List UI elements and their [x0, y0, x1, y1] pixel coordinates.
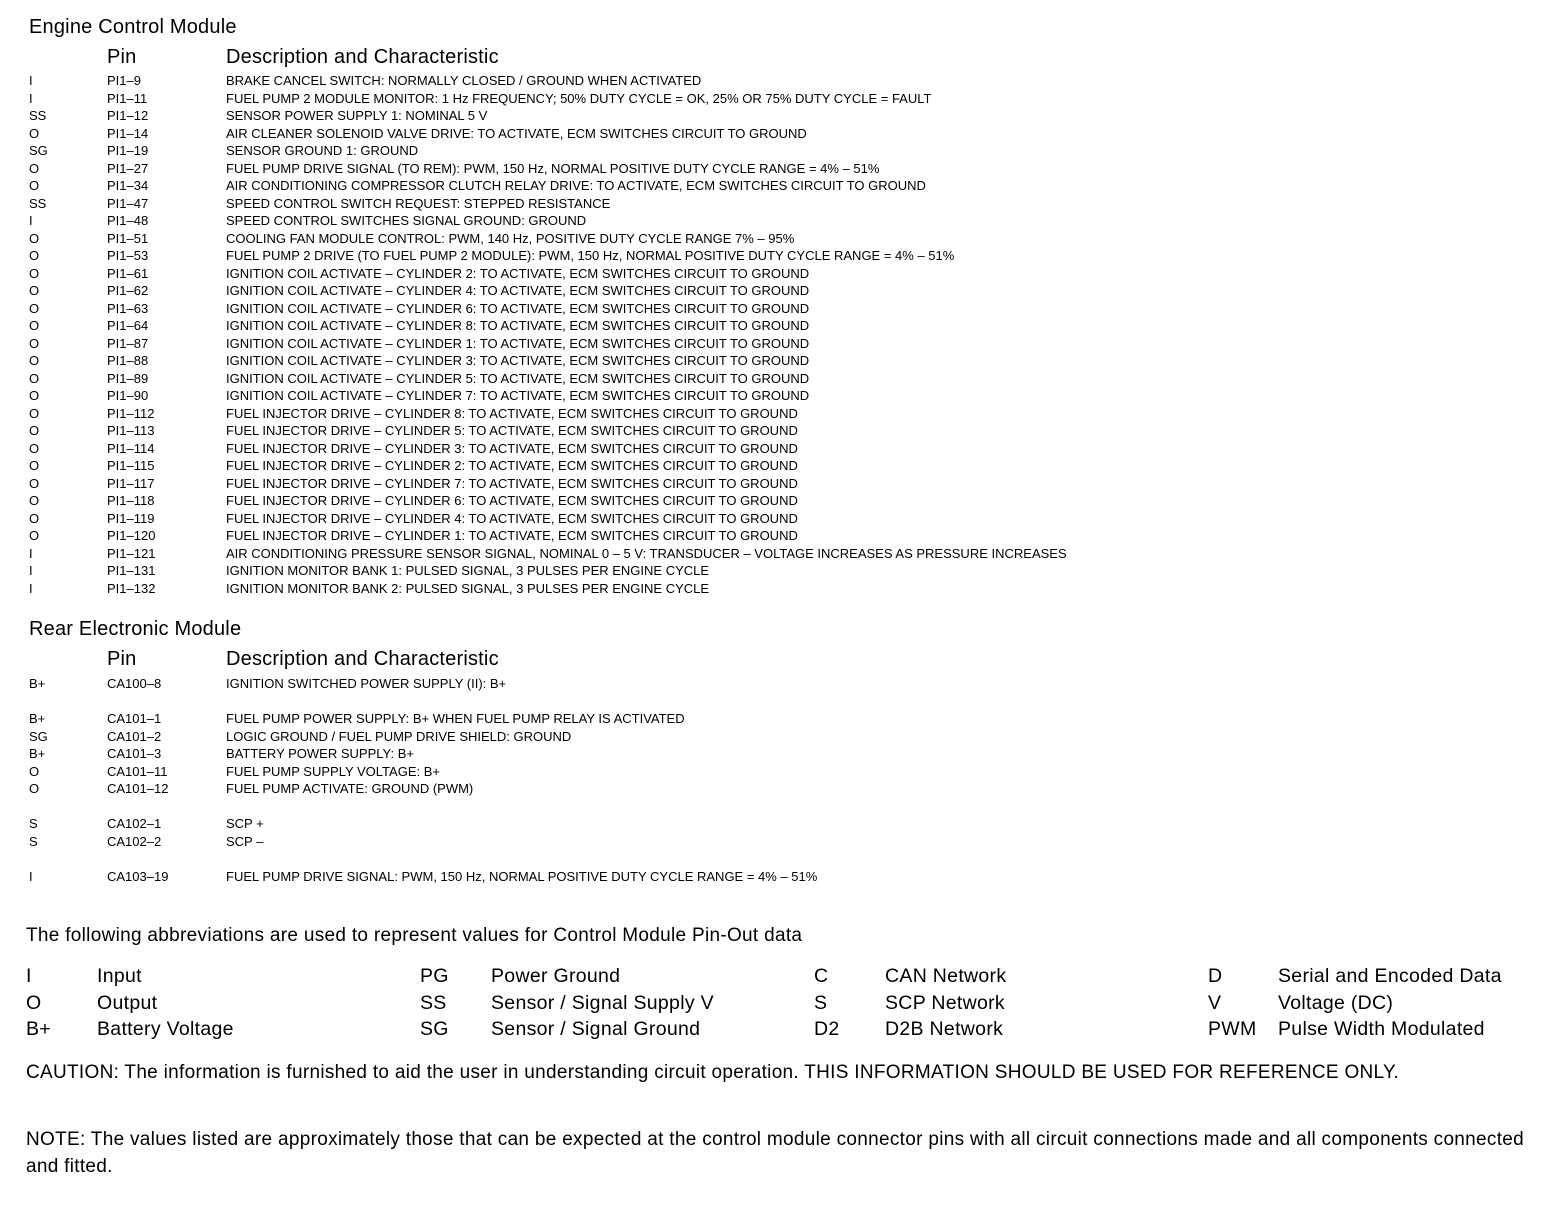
- pin-description: IGNITION MONITOR BANK 2: PULSED SIGNAL, 3 PULSES PER ENGINE CYCLE: [226, 580, 710, 596]
- pin-description: IGNITION COIL ACTIVATE – CYLINDER 7: TO ACTIVATE, ECM SWITCHES CIRCUIT TO GROUND: [226, 388, 810, 403]
- pin-description: IGNITION SWITCHED POWER SUPPLY (II): B+: [226, 676, 507, 691]
- pin-description: LOGIC GROUND / FUEL PUMP DRIVE SHIELD: GROUND: [226, 728, 572, 744]
- rem-pin-header: Pin: [107, 648, 137, 670]
- pin-description: FUEL PUMP DRIVE SIGNAL: PWM, 150 Hz, NORMAL POSITIVE DUTY CYCLE RANGE = 4% – 51%: [226, 868, 818, 884]
- table-row: [29, 675, 1529, 693]
- signal-type: O: [29, 248, 40, 263]
- pin-id: PI1–112: [107, 405, 155, 421]
- table-row: [29, 457, 1529, 475]
- abbreviation-meaning: Output: [97, 991, 158, 1014]
- signal-type: SG: [29, 728, 48, 744]
- pin-description: FUEL INJECTOR DRIVE – CYLINDER 6: TO ACTIVATE, ECM SWITCHES CIRCUIT TO GROUND: [226, 493, 798, 508]
- signal-type: SG: [29, 143, 48, 158]
- table-row: [29, 475, 1529, 493]
- pin-id: PI1–63: [107, 300, 149, 316]
- abbreviation-code: C: [814, 965, 829, 987]
- signal-type: I: [29, 545, 33, 561]
- pin-id: PI1–121: [107, 545, 156, 561]
- pin-description: AIR CONDITIONING PRESSURE SENSOR SIGNAL, NOMINAL 0 – 5 V: TRANSDUCER – VOLTAGE INCREASES AS PRESSURE INCREASES: [226, 545, 1067, 561]
- pin-description: IGNITION COIL ACTIVATE – CYLINDER 2: TO ACTIVATE, ECM SWITCHES CIRCUIT TO GROUND: [226, 265, 810, 281]
- table-row: [29, 562, 1529, 580]
- signal-type: B+: [29, 711, 46, 726]
- abbreviation-meaning: Sensor / Signal Supply V: [491, 991, 714, 1014]
- signal-type: O: [29, 230, 40, 246]
- pin-description: AIR CONDITIONING COMPRESSOR CLUTCH RELAY DRIVE: TO ACTIVATE, ECM SWITCHES CIRCUIT TO GROUND: [226, 178, 926, 193]
- pin-description: FUEL PUMP 2 MODULE MONITOR: 1 Hz FREQUENCY; 50% DUTY CYCLE = OK, 25% OR 75% DUTY CYCLE = FAULT: [226, 90, 932, 106]
- abbreviation-code: PG: [420, 965, 449, 987]
- pin-id: PI1–90: [107, 388, 149, 403]
- abbreviation-code: SG: [420, 1018, 449, 1040]
- table-row: [29, 545, 1529, 563]
- caution-text: CAUTION: The information is furnished to aid the user in understanding circuit operation. THIS INFORMATION SHOULD BE USED FOR REFERENCE ONLY.: [26, 1062, 1400, 1083]
- pin-id: PI1–87: [107, 335, 149, 351]
- pin-id: PI1–27: [107, 160, 149, 176]
- abbreviation-code: PWM: [1208, 1018, 1257, 1040]
- pin-description: FUEL PUMP SUPPLY VOLTAGE: B+: [226, 763, 440, 779]
- signal-type: O: [29, 178, 40, 193]
- pin-id: CA101–11: [107, 763, 168, 779]
- pin-description: SCP +: [226, 816, 264, 831]
- table-row: [29, 815, 1529, 833]
- signal-type: O: [29, 405, 40, 421]
- pin-description: SPEED CONTROL SWITCHES SIGNAL GROUND: GROUND: [226, 213, 587, 228]
- signal-type: O: [29, 528, 40, 543]
- abbreviation-code: B+: [26, 1018, 51, 1040]
- table-row: [29, 265, 1529, 283]
- signal-type: SS: [29, 195, 47, 211]
- signal-type: I: [29, 580, 33, 596]
- pin-id: PI1–9: [107, 73, 141, 88]
- rem-pin-table: [29, 675, 1529, 885]
- signal-type: SS: [29, 108, 47, 123]
- signal-type: O: [29, 510, 40, 526]
- pin-description: SPEED CONTROL SWITCH REQUEST: STEPPED RESISTANCE: [226, 195, 611, 211]
- table-row: [29, 387, 1529, 405]
- pin-id: PI1–113: [107, 423, 155, 438]
- rem-title: Rear Electronic Module: [29, 618, 242, 640]
- table-row: [29, 300, 1529, 318]
- abbreviation-meaning: SCP Network: [885, 991, 1005, 1014]
- rem-desc-header: Description and Characteristic: [226, 648, 499, 670]
- table-row: [29, 527, 1529, 545]
- abbreviation-code: V: [1208, 991, 1222, 1014]
- pin-description: BRAKE CANCEL SWITCH: NORMALLY CLOSED / GROUND WHEN ACTIVATED: [226, 73, 702, 88]
- pin-description: IGNITION MONITOR BANK 1: PULSED SIGNAL, 3 PULSES PER ENGINE CYCLE: [226, 563, 710, 578]
- pin-description: IGNITION COIL ACTIVATE – CYLINDER 8: TO ACTIVATE, ECM SWITCHES CIRCUIT TO GROUND: [226, 318, 810, 333]
- pin-description: FUEL INJECTOR DRIVE – CYLINDER 3: TO ACTIVATE, ECM SWITCHES CIRCUIT TO GROUND: [226, 440, 798, 456]
- pin-id: PI1–115: [107, 458, 155, 473]
- signal-type: O: [29, 458, 40, 473]
- pin-description: COOLING FAN MODULE CONTROL: PWM, 140 Hz, POSITIVE DUTY CYCLE RANGE 7% – 95%: [226, 230, 795, 246]
- pin-id: PI1–120: [107, 528, 156, 543]
- pin-id: CA102–1: [107, 816, 162, 831]
- abbreviation-row: [26, 963, 1546, 990]
- pin-id: PI1–51: [107, 230, 149, 246]
- table-row: [29, 833, 1529, 851]
- table-row: [29, 580, 1529, 598]
- pin-description: FUEL INJECTOR DRIVE – CYLINDER 4: TO ACTIVATE, ECM SWITCHES CIRCUIT TO GROUND: [226, 510, 798, 526]
- abbreviation-meaning: Power Ground: [491, 965, 621, 987]
- abbreviation-meaning: Battery Voltage: [97, 1018, 234, 1040]
- pin-id: PI1–131: [107, 563, 156, 578]
- table-row: [29, 780, 1529, 798]
- pin-description: IGNITION COIL ACTIVATE – CYLINDER 6: TO ACTIVATE, ECM SWITCHES CIRCUIT TO GROUND: [226, 300, 810, 316]
- pin-id: CA100–8: [107, 676, 162, 691]
- abbreviation-code: SS: [420, 991, 447, 1014]
- pin-description: AIR CLEANER SOLENOID VALVE DRIVE: TO ACTIVATE, ECM SWITCHES CIRCUIT TO GROUND: [226, 125, 807, 141]
- signal-type: O: [29, 318, 40, 333]
- signal-type: O: [29, 781, 40, 796]
- pin-description: SCP –: [226, 833, 264, 849]
- table-row: [29, 745, 1529, 763]
- abbreviation-row: [26, 990, 1546, 1017]
- abbreviation-meaning: Serial and Encoded Data: [1278, 965, 1502, 987]
- table-row: [29, 160, 1529, 178]
- pin-description: FUEL PUMP 2 DRIVE (TO FUEL PUMP 2 MODULE): PWM, 150 Hz, NORMAL POSITIVE DUTY CYCLE RANGE = 4% – 51%: [226, 248, 955, 263]
- table-row: [29, 195, 1529, 213]
- pin-id: PI1–118: [107, 493, 155, 508]
- abbreviation-row: [26, 1016, 1546, 1043]
- table-row: [29, 335, 1529, 353]
- pin-description: FUEL INJECTOR DRIVE – CYLINDER 2: TO ACTIVATE, ECM SWITCHES CIRCUIT TO GROUND: [226, 458, 798, 473]
- pin-id: PI1–47: [107, 195, 149, 211]
- pin-id: PI1–62: [107, 283, 149, 298]
- abbreviation-meaning: Voltage (DC): [1278, 991, 1394, 1014]
- signal-type: O: [29, 388, 40, 403]
- pin-description: BATTERY POWER SUPPLY: B+: [226, 746, 414, 761]
- signal-type: I: [29, 213, 33, 228]
- pin-id: PI1–64: [107, 318, 149, 333]
- pin-description: FUEL PUMP DRIVE SIGNAL (TO REM): PWM, 150 Hz, NORMAL POSITIVE DUTY CYCLE RANGE = 4% – 51%: [226, 160, 880, 176]
- pin-description: IGNITION COIL ACTIVATE – CYLINDER 4: TO ACTIVATE, ECM SWITCHES CIRCUIT TO GROUND: [226, 283, 810, 298]
- table-row: [29, 282, 1529, 300]
- signal-type: B+: [29, 746, 46, 761]
- ecm-pin-table: [29, 72, 1529, 597]
- signal-type: O: [29, 493, 40, 508]
- signal-type: O: [29, 265, 40, 281]
- table-row: [29, 125, 1529, 143]
- ecm-title: Engine Control Module: [29, 16, 237, 38]
- signal-type: I: [29, 73, 33, 88]
- pin-id: PI1–34: [107, 178, 149, 193]
- note-text: NOTE: The values listed are approximately those that can be expected at the control module connector pins with all circuit connections made and all components connected and fitted.: [26, 1129, 1525, 1177]
- table-row: [29, 492, 1529, 510]
- table-row: [29, 370, 1529, 388]
- pin-description: FUEL PUMP POWER SUPPLY: B+ WHEN FUEL PUMP RELAY IS ACTIVATED: [226, 711, 685, 726]
- pin-id: CA102–2: [107, 833, 162, 849]
- pin-id: PI1–132: [107, 580, 156, 596]
- table-row: [29, 107, 1529, 125]
- ecm-desc-header: Description and Characteristic: [226, 46, 499, 68]
- pin-description: IGNITION COIL ACTIVATE – CYLINDER 1: TO ACTIVATE, ECM SWITCHES CIRCUIT TO GROUND: [226, 335, 810, 351]
- signal-type: O: [29, 475, 40, 491]
- abbreviations-table: [26, 963, 1546, 1043]
- table-row: [29, 510, 1529, 528]
- table-row: [29, 868, 1529, 886]
- abbreviation-code: O: [26, 991, 42, 1014]
- table-row: [29, 728, 1529, 746]
- abbreviation-code: I: [26, 965, 32, 987]
- table-row: [29, 352, 1529, 370]
- signal-type: O: [29, 125, 40, 141]
- abbreviation-meaning: Input: [97, 965, 142, 987]
- signal-type: I: [29, 868, 33, 884]
- pin-description: FUEL INJECTOR DRIVE – CYLINDER 5: TO ACTIVATE, ECM SWITCHES CIRCUIT TO GROUND: [226, 423, 798, 438]
- pin-id: PI1–19: [107, 143, 149, 158]
- signal-type: O: [29, 160, 40, 176]
- pin-id: CA101–12: [107, 781, 169, 796]
- pin-description: SENSOR POWER SUPPLY 1: NOMINAL 5 V: [226, 108, 488, 123]
- abbreviation-code: D2: [814, 1018, 840, 1040]
- pin-id: PI1–89: [107, 370, 149, 386]
- pin-description: IGNITION COIL ACTIVATE – CYLINDER 5: TO ACTIVATE, ECM SWITCHES CIRCUIT TO GROUND: [226, 370, 810, 386]
- abbreviation-meaning: D2B Network: [885, 1018, 1004, 1040]
- table-row: [29, 230, 1529, 248]
- table-row: [29, 317, 1529, 335]
- pin-id: PI1–61: [107, 265, 149, 281]
- pin-id: PI1–53: [107, 248, 149, 263]
- table-row: [29, 422, 1529, 440]
- signal-type: O: [29, 423, 40, 438]
- table-row: [29, 90, 1529, 108]
- abbreviation-code: S: [814, 991, 828, 1014]
- table-row: [29, 763, 1529, 781]
- pin-id: PI1–114: [107, 440, 155, 456]
- pin-description: IGNITION COIL ACTIVATE – CYLINDER 3: TO ACTIVATE, ECM SWITCHES CIRCUIT TO GROUND: [226, 353, 810, 368]
- pin-id: CA101–2: [107, 728, 162, 744]
- abbreviation-meaning: Sensor / Signal Ground: [491, 1018, 701, 1040]
- pin-id: PI1–14: [107, 125, 149, 141]
- pin-id: PI1–12: [107, 108, 149, 123]
- table-row: [29, 142, 1529, 160]
- pin-id: PI1–119: [107, 510, 155, 526]
- abbreviation-meaning: CAN Network: [885, 965, 1007, 987]
- signal-type: O: [29, 335, 40, 351]
- signal-type: O: [29, 440, 40, 456]
- abbreviation-code: D: [1208, 965, 1223, 987]
- pin-id: PI1–117: [107, 475, 155, 491]
- pin-description: FUEL INJECTOR DRIVE – CYLINDER 8: TO ACTIVATE, ECM SWITCHES CIRCUIT TO GROUND: [226, 405, 798, 421]
- table-row: [29, 212, 1529, 230]
- ecm-pin-header: Pin: [107, 46, 137, 68]
- pin-description: FUEL INJECTOR DRIVE – CYLINDER 1: TO ACTIVATE, ECM SWITCHES CIRCUIT TO GROUND: [226, 528, 798, 543]
- signal-type: O: [29, 370, 40, 386]
- table-row: [29, 405, 1529, 423]
- signal-type: I: [29, 90, 33, 106]
- pin-description: FUEL INJECTOR DRIVE – CYLINDER 7: TO ACTIVATE, ECM SWITCHES CIRCUIT TO GROUND: [226, 475, 798, 491]
- pin-id: CA101–1: [107, 711, 162, 726]
- pin-id: PI1–11: [107, 90, 148, 106]
- pin-id: PI1–88: [107, 353, 149, 368]
- pin-id: CA103–19: [107, 868, 169, 884]
- table-row: [29, 710, 1529, 728]
- signal-type: O: [29, 300, 40, 316]
- signal-type: O: [29, 283, 40, 298]
- signal-type: O: [29, 763, 40, 779]
- signal-type: S: [29, 816, 38, 831]
- table-row: [29, 72, 1529, 90]
- pin-description: FUEL PUMP ACTIVATE: GROUND (PWM): [226, 781, 474, 796]
- pin-description: SENSOR GROUND 1: GROUND: [226, 143, 419, 158]
- abbreviations-title: The following abbreviations are used to represent values for Control Module Pin-Out data: [26, 925, 803, 946]
- pin-id: CA101–3: [107, 746, 162, 761]
- abbreviation-meaning: Pulse Width Modulated: [1278, 1018, 1485, 1040]
- signal-type: B+: [29, 676, 46, 691]
- table-row: [29, 440, 1529, 458]
- signal-type: I: [29, 563, 33, 578]
- pin-id: PI1–48: [107, 213, 149, 228]
- table-row: [29, 177, 1529, 195]
- table-row: [29, 247, 1529, 265]
- signal-type: S: [29, 833, 38, 849]
- signal-type: O: [29, 353, 40, 368]
